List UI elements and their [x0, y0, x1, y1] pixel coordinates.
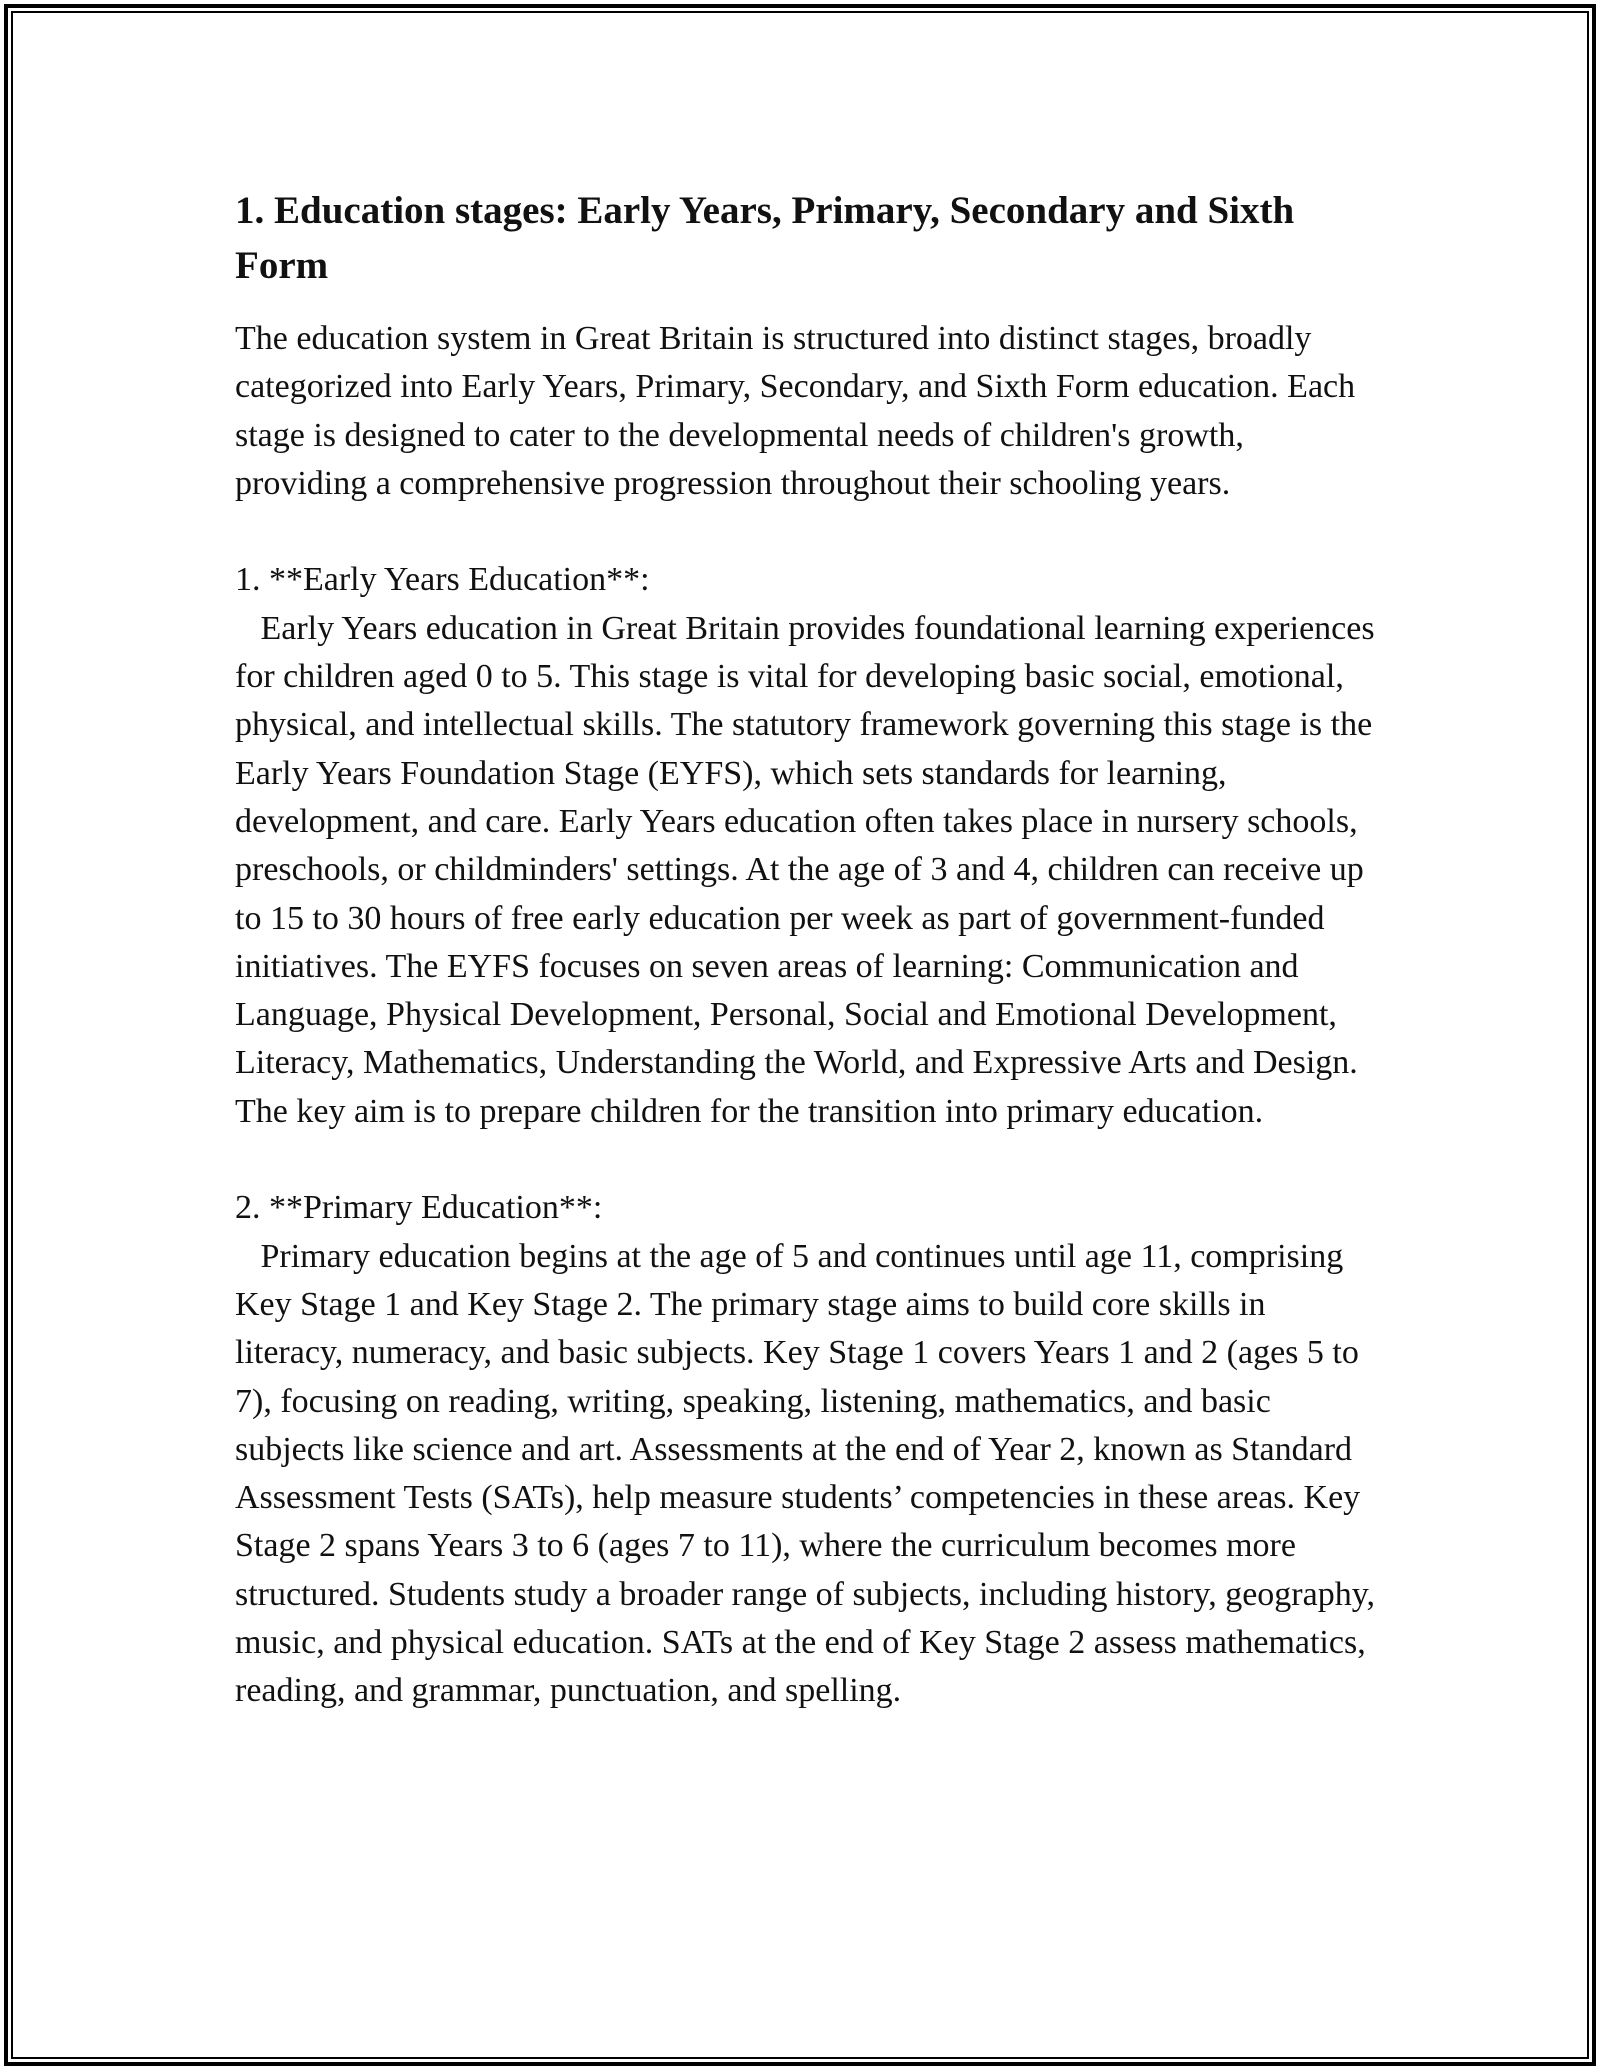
section-heading-primary: 2. **Primary Education**: [235, 1189, 603, 1227]
section-spacer [235, 508, 1375, 556]
section-body-early-years: Early Years education in Great Britain provides foundational learning experiences for children aged 0 to 5. This stage is vital for developing basic social, emotional, physical, and intellectual skills. The statutory framework governing this stage is the Early Years Foundation Stage (EYFS), which sets standards for learning, development, and care. Early Years education often takes place in nursery schools, preschools, or childminders' settings. At the age of 3 and 4, children can receive up to 15 to 30 hours of free early education per week as part of government-funded initiatives. The EYFS focuses on seven areas of learning: Communication and Language, Physical Development, Personal, Social and Emotional Development, Literacy, Mathematics, Understanding the World, and Expressive Arts and Design. The key aim is to prepare children for the transition into primary education. [235, 609, 1384, 1130]
section-heading-early-years: 1. **Early Years Education**: [235, 561, 650, 599]
document-title: 1. Education stages: Early Years, Primary, Secondary and Sixth Form [235, 189, 1295, 287]
document-body [235, 183, 1384, 1716]
intro-paragraph: The education system in Great Britain is structured into distinct stages, broadly categorized into Early Years, Primary, Secondary, and Sixth Form education. Each stage is designed to cater to the developmental needs of children's growth, providing a comprehensive progression throughout their schooling years. [235, 320, 1356, 502]
section-body-primary: Primary education begins at the age of 5 and continues until age 11, comprising Key Stage 1 and Key Stage 2. The primary stage aims to build core skills in literacy, numeracy, and basic subjects. Key Stage 1 covers Years 1 and 2 (ages 5 to 7), focusing on reading, writing, speaking, listening, mathematics, and basic subjects like science and art. Assessments at the end of Year 2, known as Standard Assessment Tests (SATs), help measure students’ competencies in these areas. Key Stage 2 spans Years 3 to 6 (ages 7 to 11), where the curriculum becomes more structured. Students study a broader range of subjects, including history, geography, music, and physical education. SATs at the end of Key Stage 2 assess mathematics, reading, and grammar, punctuation, and spelling. [235, 1237, 1384, 1710]
section-spacer [235, 1136, 1375, 1184]
